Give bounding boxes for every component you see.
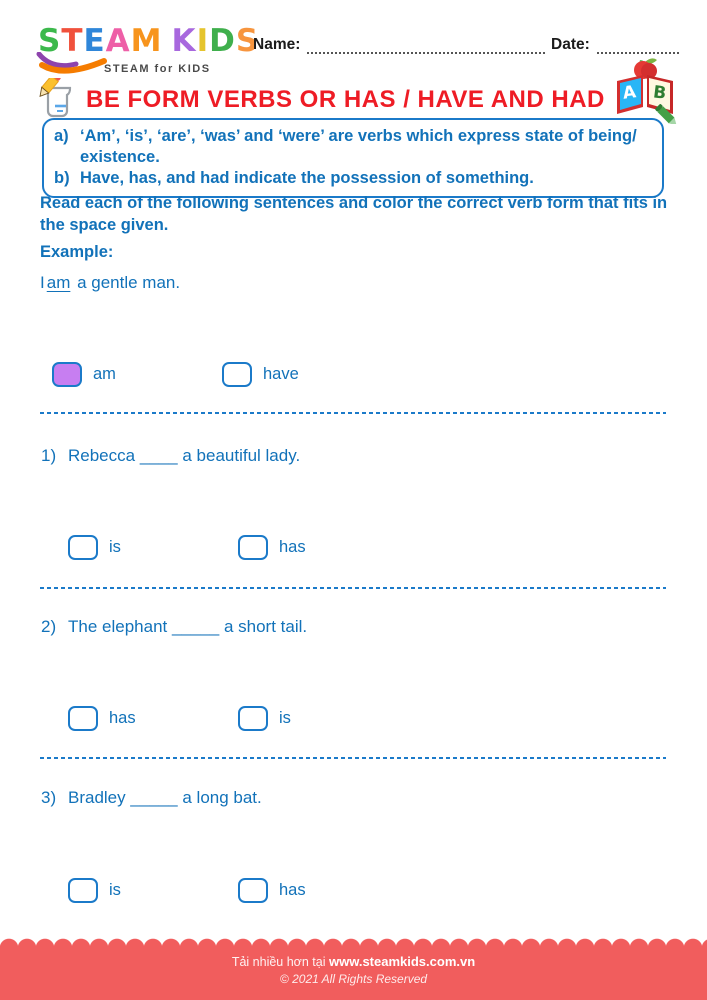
page-title: BE FORM VERBS OR HAS / HAVE AND HAD xyxy=(86,86,605,113)
dashed-separator xyxy=(40,587,666,589)
footer xyxy=(0,938,707,1000)
logo-wordmark: STEAM KIDS xyxy=(38,23,260,59)
question-3: 3) Bradley _____ a long bat. xyxy=(41,788,262,807)
example-label: Example: xyxy=(40,243,114,261)
option-label: am xyxy=(93,365,116,383)
option-label: is xyxy=(109,538,121,556)
example-answer-underlined: am xyxy=(46,273,71,292)
answer-option[interactable] xyxy=(68,535,238,560)
question-2: 2) The elephant _____ a short tail. xyxy=(41,617,308,636)
ab-book-icon xyxy=(608,54,682,124)
svg-text:A: A xyxy=(621,82,638,104)
answer-option[interactable] xyxy=(238,706,408,731)
name-label: Name: xyxy=(253,36,301,53)
question-2-options xyxy=(68,706,408,731)
name-input-line[interactable] xyxy=(307,39,545,54)
date-field xyxy=(551,36,679,54)
rule-item-b xyxy=(54,168,650,189)
example-option[interactable] xyxy=(222,362,392,387)
question-text: The elephant _____ a short tail. xyxy=(68,617,308,636)
option-label: is xyxy=(279,709,291,727)
checkbox-is[interactable] xyxy=(238,706,268,731)
footer-url[interactable]: www.steamkids.com.vn xyxy=(328,954,476,969)
answer-option[interactable] xyxy=(238,535,408,560)
answer-option[interactable] xyxy=(238,878,408,903)
option-label: has xyxy=(279,881,306,899)
option-label: have xyxy=(263,365,299,383)
footer-copyright: © 2021 All Rights Reserved xyxy=(279,972,428,986)
option-label: has xyxy=(279,538,306,556)
option-label: is xyxy=(109,881,121,899)
example-sentence: I am a gentle man. xyxy=(40,273,181,292)
question-1: 1) Rebecca ____ a beautiful lady. xyxy=(41,446,301,465)
option-label: has xyxy=(109,709,136,727)
name-field xyxy=(253,36,545,54)
rule-marker: b) xyxy=(54,169,70,187)
instructions-text: Read each of the following sentences and color the correct verb form that fits in the space given. xyxy=(40,194,668,234)
example-option[interactable] xyxy=(52,362,222,387)
rule-item-a xyxy=(54,126,650,168)
date-input-line[interactable] xyxy=(597,39,679,54)
checkbox-have[interactable] xyxy=(222,362,252,387)
question-text: Bradley _____ a long bat. xyxy=(68,788,262,807)
question-3-options xyxy=(68,878,408,903)
steam-kids-logo xyxy=(38,23,260,81)
rule-marker: a) xyxy=(54,127,69,145)
rules-box xyxy=(42,118,664,198)
instructions xyxy=(40,192,676,263)
dashed-separator xyxy=(40,757,666,759)
checkbox-has[interactable] xyxy=(68,706,98,731)
checkbox-has[interactable] xyxy=(238,878,268,903)
checkbox-has[interactable] xyxy=(238,535,268,560)
checkbox-am[interactable] xyxy=(52,362,82,387)
footer-band xyxy=(0,948,707,1000)
date-label: Date: xyxy=(551,36,590,53)
answer-option[interactable] xyxy=(68,878,238,903)
rule-text: Have, has, and had indicate the possession of something. xyxy=(80,169,534,187)
svg-text:B: B xyxy=(651,82,668,104)
question-1-options xyxy=(68,535,408,560)
footer-website: Tải nhiều hơn tại www.steamkids.com.vn xyxy=(231,954,476,969)
question-text: Rebecca ____ a beautiful lady. xyxy=(68,446,301,465)
checkbox-is[interactable] xyxy=(68,878,98,903)
dashed-separator xyxy=(40,412,666,414)
example-options-row xyxy=(52,362,392,387)
logo-tagline: STEAM for KIDS xyxy=(104,63,211,75)
rule-text: ‘Am’, ‘is’, ‘are’, ‘was’ and ‘were’ are verbs which express state of being/ existence. xyxy=(80,127,637,166)
answer-option[interactable] xyxy=(68,706,238,731)
checkbox-is[interactable] xyxy=(68,535,98,560)
footer-scallop-edge xyxy=(0,938,707,948)
